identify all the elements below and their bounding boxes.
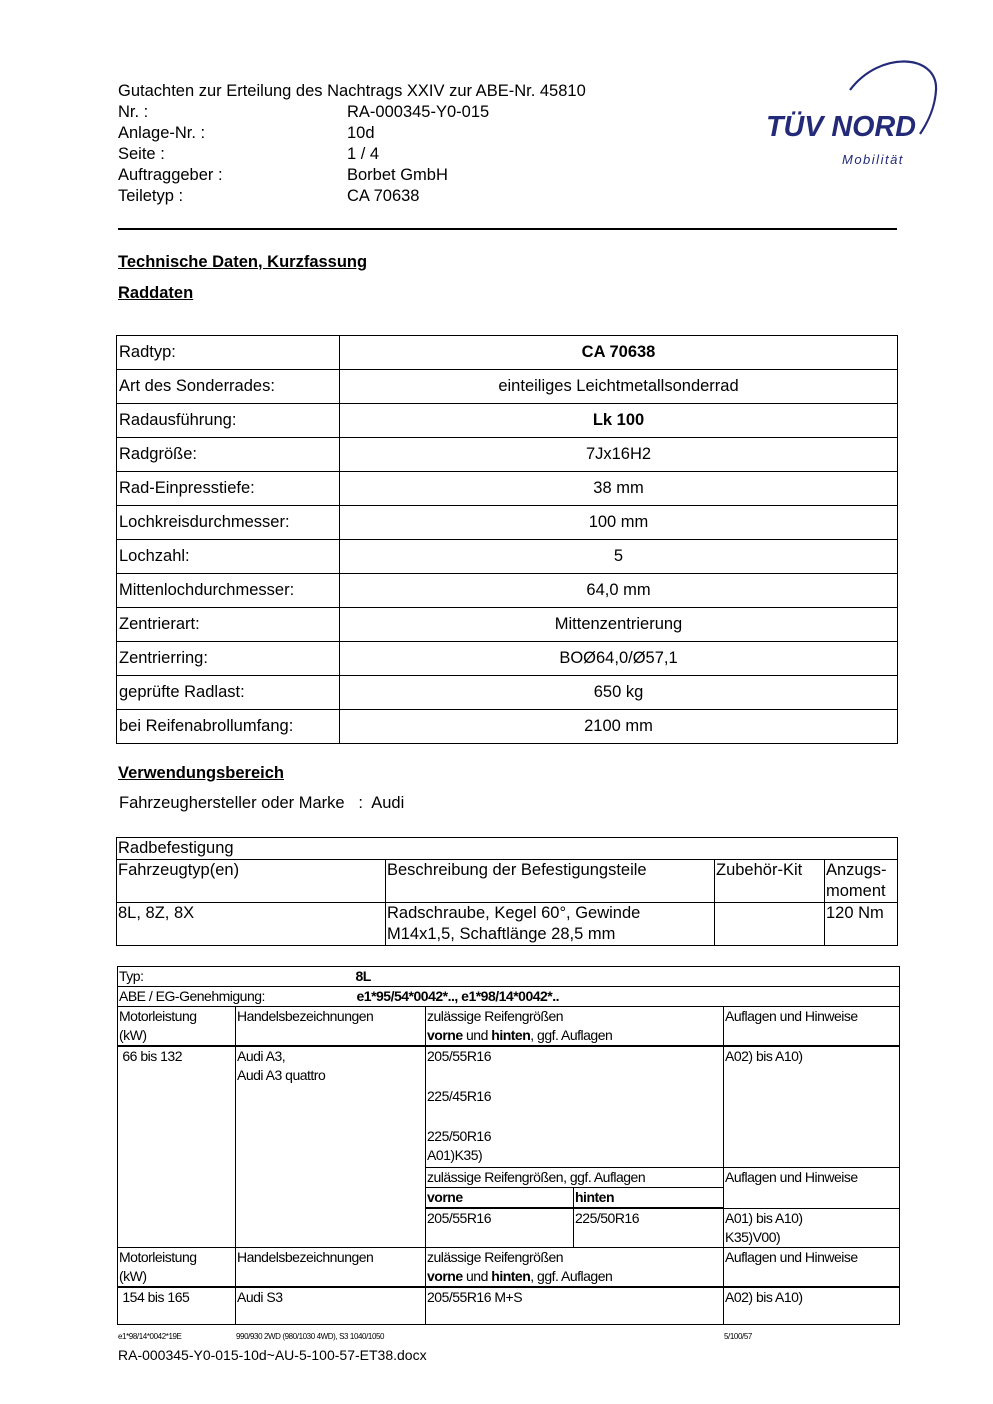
table-row: Radbefestigung	[117, 838, 898, 860]
header-field-teiletyp: Teiletyp : CA 70638	[118, 187, 420, 205]
table-row: Motorleistung (kW) Handelsbezeichnungen zulässige Reifengrößen vorne und hinten, ggf. Auflagen Auflagen und Hinweise	[118, 1248, 900, 1288]
footer-small-code: e1*98/14*0042*19E	[118, 1332, 182, 1341]
table-row: Radausführung: Lk 100	[117, 404, 898, 438]
table-row: Rad-Einpresstiefe: 38 mm	[117, 472, 898, 506]
header-field-nr: Nr. : RA-000345-Y0-015	[118, 103, 490, 121]
table-row: 66 bis 132 Audi A3, Audi A3 quattro 205/55R16 225/45R16 225/50R16 A01)K35) A02) bis A10)	[118, 1046, 900, 1168]
table-row: Mittenlochdurchmesser: 64,0 mm	[117, 574, 898, 608]
table-row: 154 bis 165 Audi S3 205/55R16 M+S A02) bis A10)	[118, 1287, 900, 1325]
table-row: 8L, 8Z, 8X Radschraube, Kegel 60°, Gewinde M14x1,5, Schaftlänge 28,5 mm 120 Nm	[117, 903, 898, 946]
header-divider	[118, 228, 897, 230]
table-row: Typ: 8L	[118, 967, 900, 987]
header-field-anlage: Anlage-Nr. : 10d	[118, 124, 375, 142]
table-row: ABE / EG-Genehmigung: e1*95/54*0042*.., e1*98/14*0042*..	[118, 987, 900, 1007]
manufacturer-line: Fahrzeughersteller oder Marke : Audi	[119, 794, 405, 812]
fastening-table	[116, 837, 898, 946]
table-row: Motorleistung (kW) Handelsbezeichnungen zulässige Reifengrößen vorne und hinten, ggf. Auflagen Auflagen und Hinweise	[118, 1007, 900, 1047]
wheel-data-table	[116, 335, 898, 744]
report-title: Gutachten zur Erteilung des Nachtrags XXIV zur ABE-Nr. 45810	[118, 82, 586, 100]
section-usage-title: Verwendungsbereich	[118, 764, 284, 782]
table-row: Radgröße: 7Jx16H2	[117, 438, 898, 472]
vehicle-table	[117, 966, 900, 1325]
table-row: Lochzahl: 5	[117, 540, 898, 574]
document-header	[118, 81, 586, 207]
section-wheel-title: Raddaten	[118, 284, 194, 302]
table-row: vorne hinten	[118, 1188, 900, 1209]
logo-sub-text: Mobilität	[842, 152, 904, 167]
table-row: Fahrzeugtyp(en) Beschreibung der Befestigungsteile Zubehör-Kit Anzugs- moment	[117, 860, 898, 903]
table-row: zulässige Reifengrößen, ggf. Auflagen Auflagen und Hinweise	[118, 1168, 900, 1188]
footer-filename: RA-000345-Y0-015-10d~AU-5-100-57-ET38.docx	[118, 1347, 427, 1363]
footer-small-weights: 990/930 2WD (980/1030 4WD), S3 1040/1050	[236, 1332, 385, 1341]
logo-brand-text: TÜV NORD	[766, 111, 918, 143]
section-technical-title: Technische Daten, Kurzfassung	[118, 253, 368, 271]
table-row: Zentrierring: BOØ64,0/Ø57,1	[117, 642, 898, 676]
table-row: Lochkreisdurchmesser: 100 mm	[117, 506, 898, 540]
header-field-auftraggeber: Auftraggeber : Borbet GmbH	[118, 166, 448, 184]
header-field-seite: Seite : 1 / 4	[118, 145, 380, 163]
table-row: 205/55R16 225/50R16 A01) bis A10) K35)V00)	[118, 1208, 900, 1248]
table-row: bei Reifenabrollumfang: 2100 mm	[117, 710, 898, 744]
table-row: Zentrierart: Mittenzentrierung	[117, 608, 898, 642]
table-row: geprüfte Radlast: 650 kg	[117, 676, 898, 710]
table-row: Art des Sonderrades: einteiliges Leichtmetallsonderrad	[117, 370, 898, 404]
footer-small-ref: 5/100/57	[724, 1332, 752, 1341]
table-row: Radtyp: CA 70638	[117, 336, 898, 370]
tuv-nord-logo	[762, 56, 942, 174]
